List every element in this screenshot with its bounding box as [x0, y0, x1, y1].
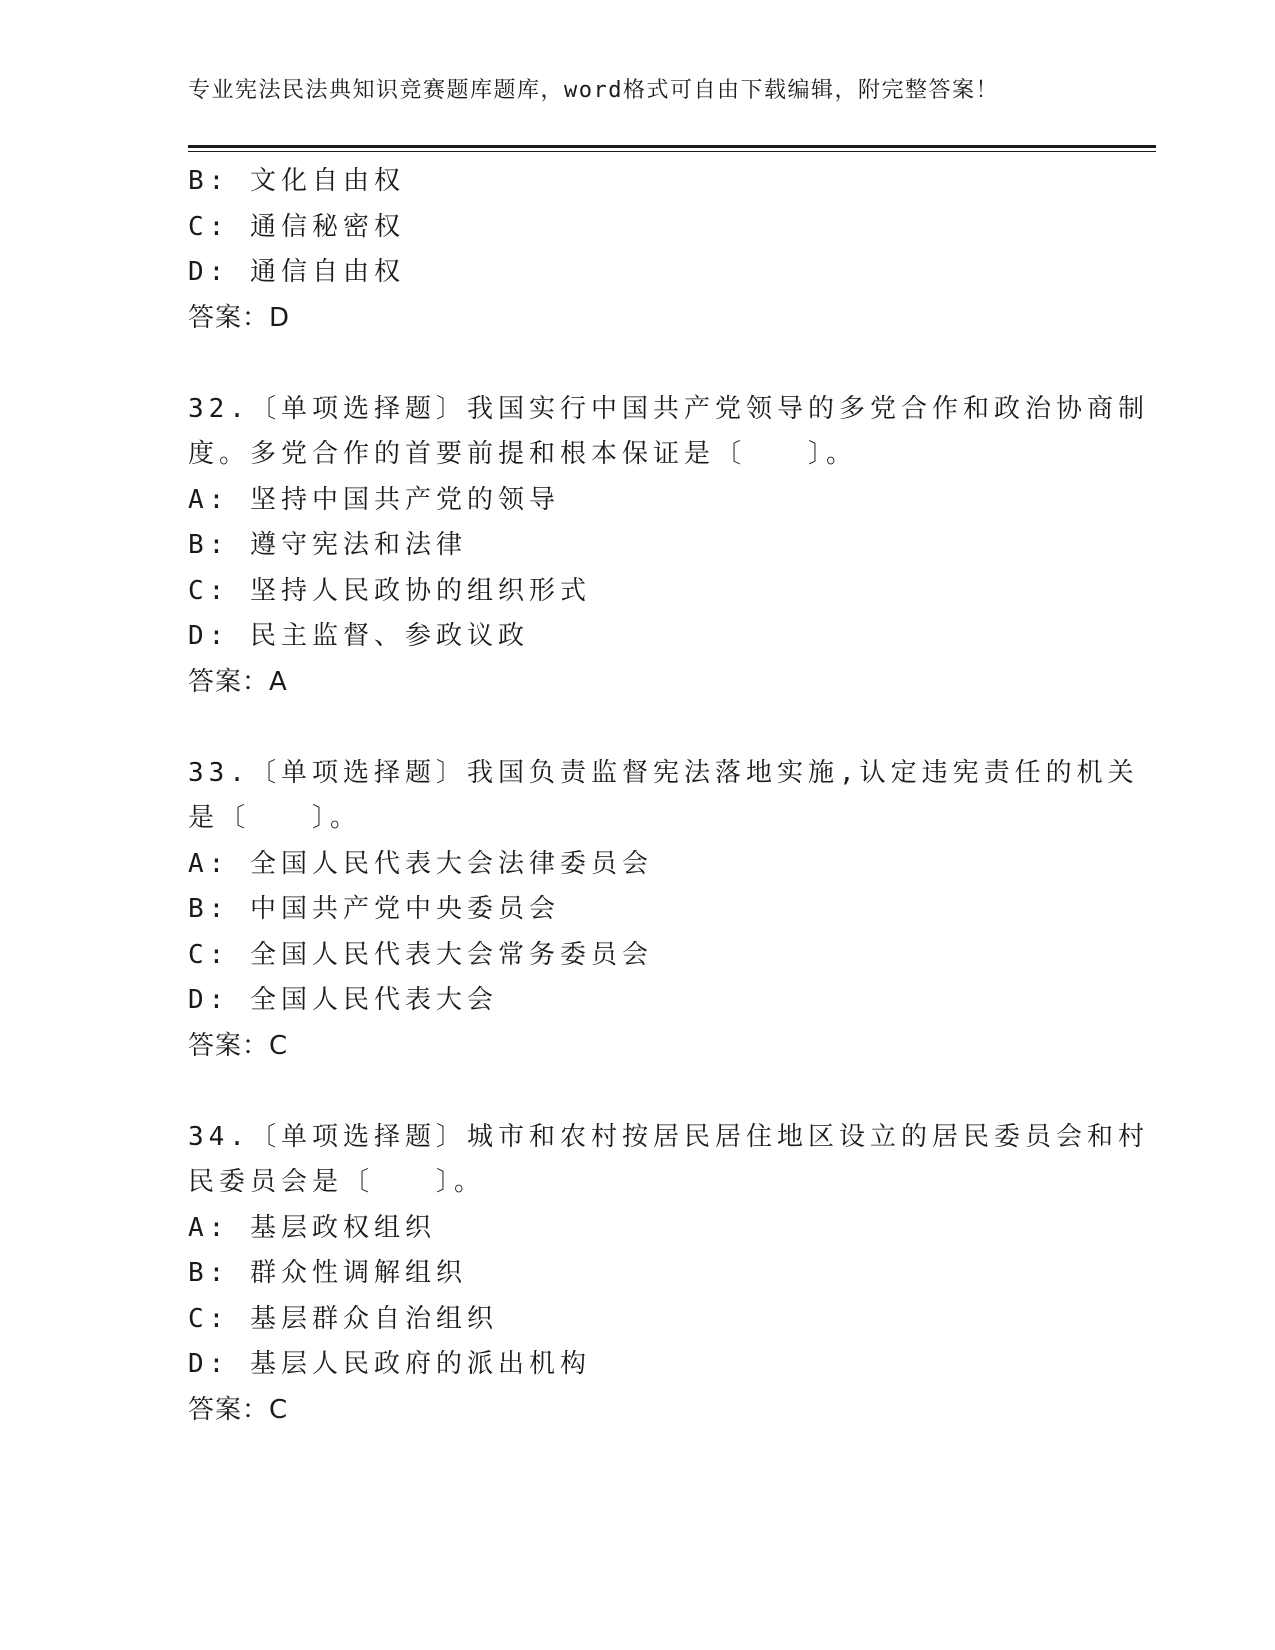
document-header: 专业宪法民法典知识竞赛题库题库，word格式可自由下载编辑，附完整答案！ — [188, 78, 999, 103]
answer-line: 答案：C — [188, 1394, 289, 1425]
option-a: A: 基层政权组织 — [188, 1212, 436, 1243]
option-a: A: 全国人民代表大会法律委员会 — [188, 848, 653, 879]
question-text-line: 是〔 〕。 — [188, 803, 362, 833]
question-text-line: 34.〔单项选择题〕城市和农村按居民居住地区设立的居民委员会和村 — [188, 1121, 1149, 1152]
question-text-line: 32.〔单项选择题〕我国实行中国共产党领导的多党合作和政治协商制 — [188, 393, 1149, 424]
option-c: C: 通信秘密权 — [188, 211, 405, 242]
option-d: D: 基层人民政府的派出机构 — [188, 1349, 591, 1379]
option-d: D: 民主监督、参政议政 — [188, 621, 529, 651]
option-d: D: 通信自由权 — [188, 257, 405, 287]
option-b: B: 中国共产党中央委员会 — [188, 894, 560, 924]
document-body — [188, 159, 1149, 1433]
question-34 — [188, 1115, 1149, 1434]
option-b: B: 文化自由权 — [188, 166, 405, 196]
answer-line: 答案：A — [188, 666, 288, 697]
option-c: C: 基层群众自治组织 — [188, 1303, 498, 1334]
question-32 — [188, 387, 1149, 706]
answer-line: 答案：C — [188, 1030, 289, 1061]
header-rule-thin — [188, 151, 1156, 152]
question-33 — [188, 751, 1139, 1070]
option-d: D: 全国人民代表大会 — [188, 985, 498, 1015]
answer-line: 答案：D — [188, 302, 291, 333]
option-b: B: 遵守宪法和法律 — [188, 530, 467, 560]
header-rule-thick — [188, 145, 1156, 148]
question-text-line: 度。多党合作的首要前提和根本保证是〔 〕。 — [188, 439, 858, 469]
option-c: C: 全国人民代表大会常务委员会 — [188, 939, 653, 970]
question-text-line: 33.〔单项选择题〕我国负责监督宪法落地实施,认定违宪责任的机关 — [188, 757, 1139, 788]
previous-question-tail — [188, 159, 1088, 341]
question-text-line: 民委员会是〔 〕。 — [188, 1167, 486, 1197]
option-c: C: 坚持人民政协的组织形式 — [188, 575, 591, 606]
option-a: A: 坚持中国共产党的领导 — [188, 484, 560, 515]
option-b: B: 群众性调解组织 — [188, 1258, 467, 1288]
